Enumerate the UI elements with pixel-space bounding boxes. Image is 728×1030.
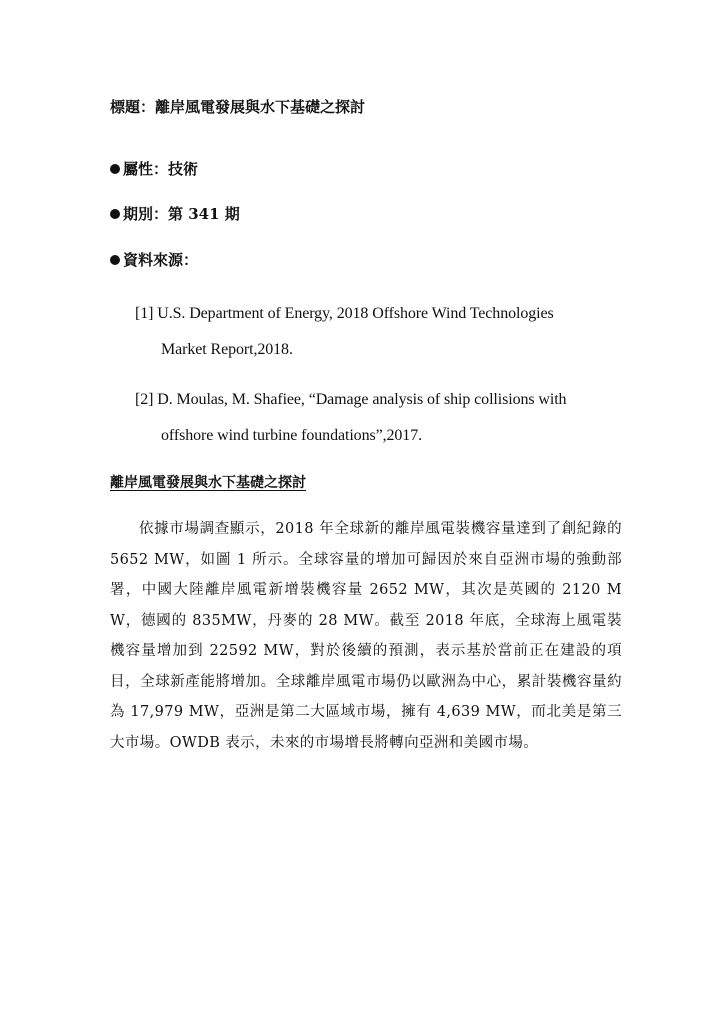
- bullet-icon: [110, 209, 120, 219]
- sources-label: 資料來源：: [123, 251, 199, 269]
- bullet-icon: [110, 164, 120, 174]
- reference-2: [135, 382, 635, 454]
- reference-2-line2: offshore wind turbine foundations”,2017.: [161, 427, 422, 444]
- reference-2-line1: [2] D. Moulas, M. Shafiee, “Damage analysis of ship collisions with: [135, 391, 567, 408]
- reference-1: [135, 296, 635, 368]
- sources-label-line: [110, 250, 198, 270]
- title-text: 標題：離岸風電發展與水下基礎之探討: [110, 98, 366, 116]
- attribute-text: 屬性：技術: [123, 160, 199, 178]
- reference-1-line2: Market Report,2018.: [161, 341, 293, 358]
- body-paragraph: 依據市場調查顯示，2018 年全球新的離岸風電裝機容量達到了創紀錄的 5652 MW，如圖 1 所示。全球容量的增加可歸因於來自亞洲市場的強動部署，中國大陸離岸風電新增裝機容量 2652 MW，其次是英國的 2120 MW，德國的 835MW，丹麥的 28 MW。截至 2018 年底，全球海上風電裝機容量增加到 22592 MW，對於後續的預測，表示基於當前正在建設的項目，全球新產能將增加。全球離岸風電市場仍以歐洲為中心，累計裝機容量約為 17,979 MW，亞洲是第二大區域市場，擁有 4,639 MW，而北美是第三大市場。OWDB 表示，未來的市場增長將轉向亞洲和美國市場。: [110, 521, 622, 751]
- attribute-line: [110, 159, 198, 179]
- reference-1-line1: [1] U.S. Department of Energy, 2018 Offshore Wind Technologies: [135, 305, 554, 322]
- bullet-icon: [110, 255, 120, 265]
- issue-text: 期別：第 341 期: [123, 205, 240, 223]
- document-title: [110, 97, 365, 117]
- section-title: 離岸風電發展與水下基礎之探討: [110, 475, 306, 491]
- issue-line: [110, 204, 240, 224]
